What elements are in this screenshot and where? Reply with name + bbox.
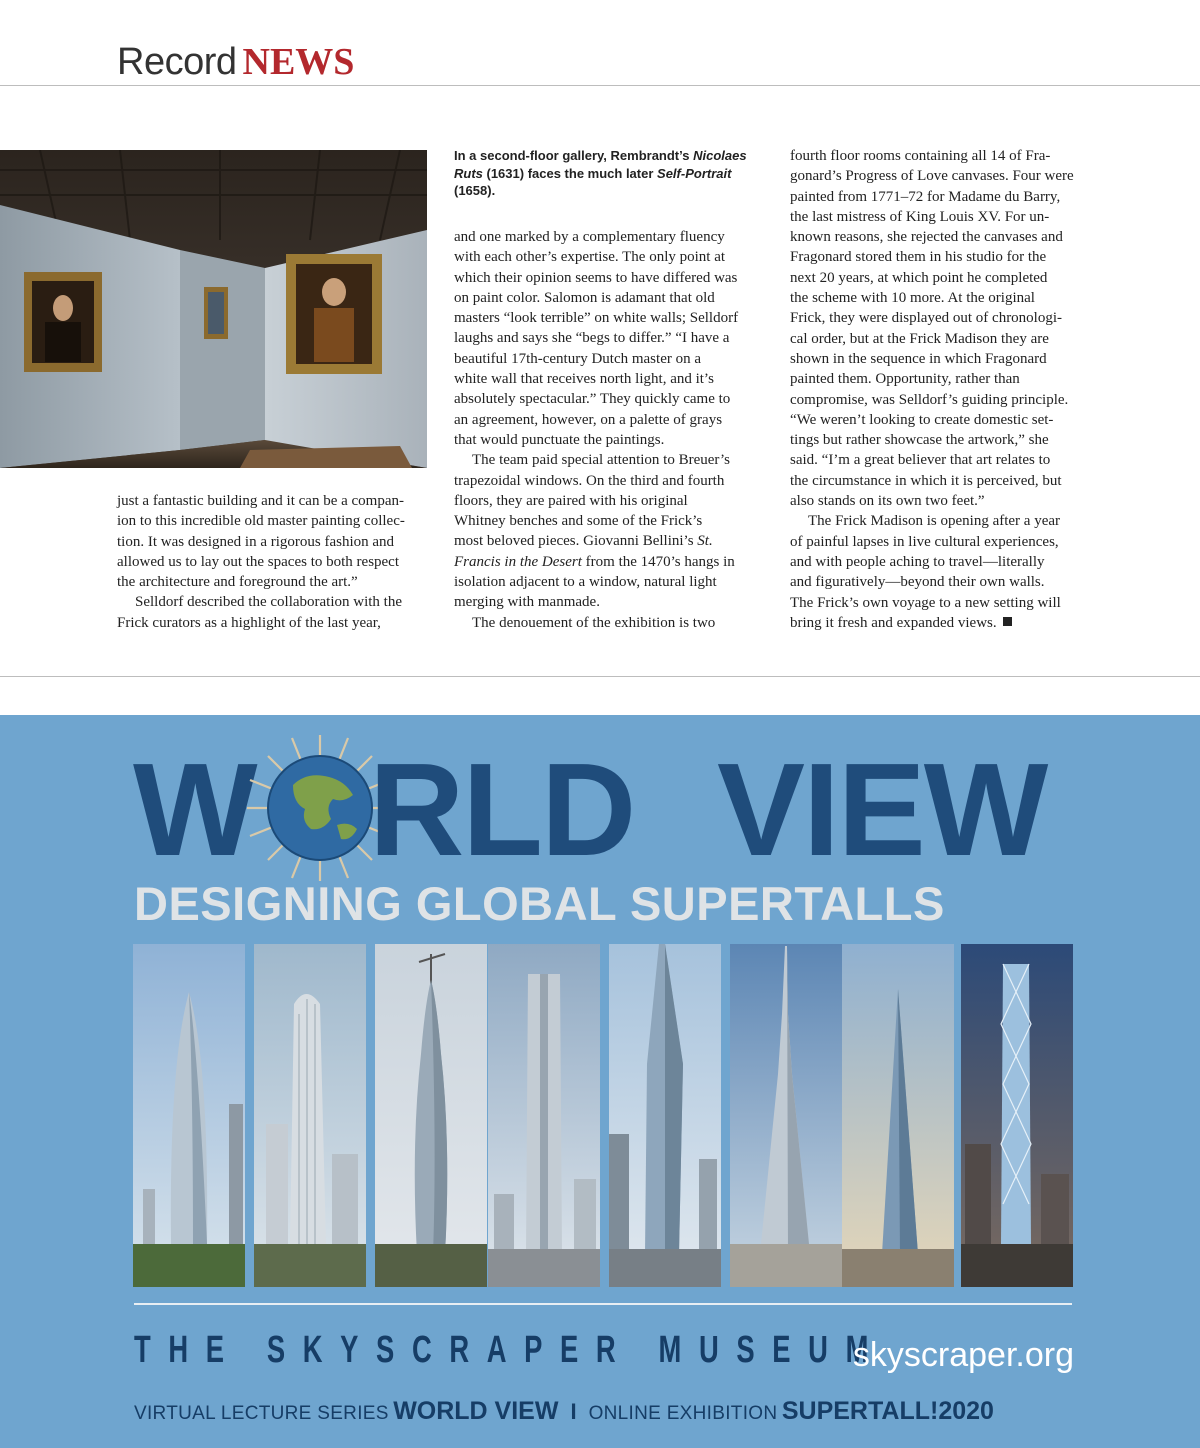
text-line: next 20 years, at which point he completed	[790, 269, 1048, 286]
ad-event-line	[134, 1395, 994, 1431]
text-line: masters “look terrible” on white walls; Selldorf	[454, 310, 739, 327]
caption-prefix: In a second-floor gallery, Rembrandt’s	[454, 148, 694, 163]
artwork-title: Francis in the Desert	[454, 553, 582, 570]
artwork-title: St.	[697, 533, 713, 550]
tower-photo	[375, 944, 487, 1287]
text-line: an agreement, however, on a palette of grays	[454, 411, 723, 428]
caption-middle: (1631) faces the much later	[482, 165, 658, 181]
text-line: compromise, was Selldorf’s guiding principle.	[790, 391, 1069, 408]
article-column-3	[790, 146, 1108, 633]
text-line: which their opinion seems to have differed was	[454, 269, 738, 286]
ad-title-w: W	[133, 736, 256, 883]
ad-title-rld: RLD	[369, 736, 635, 883]
article-column-2	[454, 227, 772, 633]
text-line: Frick, they were displayed out of chronologi-	[790, 310, 1063, 327]
text-line: “We weren’t looking to create domestic set-	[790, 411, 1054, 428]
text-line: painted from 1771–72 for Madame du Barry,	[790, 188, 1061, 205]
text-line: Frick curators as a highlight of the last year,	[117, 614, 381, 631]
text-line: tings but rather showcase the artwork,” she	[790, 432, 1049, 449]
gallery-photo-illustration	[0, 150, 427, 468]
text-line: Whitney benches and some of the Frick’s	[454, 513, 703, 530]
tower-photo	[730, 944, 842, 1287]
text-line: The Frick Madison is opening after a year	[808, 513, 1061, 530]
section-divider	[0, 676, 1200, 677]
text-line: cal order, but at the Frick Madison they are	[790, 330, 1049, 347]
text-line: of painful lapses in live cultural experiences,	[790, 533, 1059, 550]
text-line	[454, 552, 772, 572]
museum-name: THE SKYSCRAPER MUSEUM	[134, 1329, 887, 1371]
text-line-rest: from the 1470’s hangs in	[581, 553, 735, 570]
skyscraper-museum-ad[interactable]	[0, 715, 1200, 1448]
ad-title-view: VIEW	[717, 736, 1047, 883]
lecture-series-label: VIRTUAL LECTURE SERIES	[134, 1403, 389, 1424]
text-line: The team paid special attention to Breuer’s	[472, 452, 730, 469]
section-label: Record	[117, 41, 237, 83]
text-line: gonard’s Progress of Love canvases. Four were	[790, 168, 1074, 185]
page-header	[0, 0, 1200, 86]
ad-rule	[134, 1303, 1072, 1305]
text-line: trapezoidal windows. On the third and fourth	[454, 472, 725, 489]
text-line: merging with manmade.	[454, 594, 600, 611]
text-line	[454, 531, 772, 551]
tower-photo	[254, 944, 366, 1287]
text-line: also stands on its own two feet.”	[790, 493, 985, 510]
text-line: The denouement of the exhibition is two	[472, 614, 716, 631]
tower-photo	[488, 944, 600, 1287]
section-highlight: NEWS	[242, 41, 355, 83]
exhibition-label: ONLINE EXHIBITION	[588, 1403, 778, 1424]
caption-suffix: (1658).	[454, 183, 496, 198]
text-line-start: most beloved pieces. Giovanni Bellini’s	[454, 533, 698, 550]
exhibition-name: SUPERTALL!2020	[781, 1397, 994, 1425]
tower-photo	[842, 944, 954, 1287]
text-line: on paint color. Salomon is adamant that old	[454, 289, 715, 306]
lecture-series-name: WORLD VIEW	[393, 1397, 559, 1425]
tower-photo	[133, 944, 245, 1287]
text-line: painted them. Opportunity, rather than	[790, 371, 1020, 388]
text-line: and one marked by a complementary fluency	[454, 229, 725, 245]
text-line: the last mistress of King Louis XV. For un-	[790, 208, 1050, 225]
text-line: ion to this incredible old master painting collec-	[117, 513, 405, 530]
text-line: the architecture and foreground the art.”	[117, 574, 358, 591]
ad-subtitle: DESIGNING GLOBAL SUPERTALLS	[134, 877, 945, 930]
text-line: known reasons, she rejected the canvases and	[790, 229, 1063, 246]
text-line: shown in the sequence in which Fragonard	[790, 350, 1047, 367]
text-line: isolation adjacent to a window, natural light	[454, 574, 717, 591]
text-line: the scheme with 10 more. At the original	[790, 290, 1035, 307]
separator-bar: I	[570, 1399, 577, 1424]
text-line-final: bring it fresh and expanded views.	[790, 614, 997, 631]
tower-photo	[609, 944, 721, 1287]
photo-caption	[454, 147, 772, 200]
article-column-1	[117, 491, 435, 633]
tower-photo	[961, 944, 1073, 1287]
text-line: and figuratively—beyond their own walls.	[790, 574, 1045, 591]
text-line: The Frick’s own voyage to a new setting will	[790, 594, 1061, 611]
text-line: said. “I’m a great believer that art relates to	[790, 452, 1051, 469]
text-line	[790, 613, 1108, 633]
text-line: with each other’s expertise. The only point at	[454, 249, 726, 266]
text-line: absolutely spectacular.” They quickly came to	[454, 391, 731, 408]
text-line: Selldorf described the collaboration with the	[135, 594, 403, 611]
text-line: Fragonard stored them in his studio for the	[790, 249, 1047, 266]
museum-website-link[interactable]: skyscraper.org	[852, 1336, 1074, 1374]
text-line: laughs and says she “begs to differ.” “I have a	[454, 330, 730, 347]
text-line: allowed us to lay out the spaces to both respect	[117, 553, 400, 570]
text-line: and with people aching to travel—literally	[790, 553, 1045, 570]
text-line: white wall that receives north light, and it’s	[454, 371, 714, 388]
supertall-tower-strip	[133, 944, 1073, 1287]
ad-title	[133, 736, 1073, 883]
text-line: floors, they are paired with his original	[454, 492, 688, 509]
text-line: tion. It was designed in a rigorous fashion and	[117, 533, 395, 550]
text-line: the circumstance in which it is perceived, but	[790, 472, 1062, 489]
caption-work-title-2: Self-Portrait	[657, 165, 732, 181]
section-title	[117, 40, 354, 84]
text-line: just a fantastic building and it can be a compan-	[117, 493, 404, 509]
text-line: fourth floor rooms containing all 14 of Fra-	[790, 148, 1051, 164]
caption-work-title-1: Nicolaes Ruts	[454, 148, 747, 181]
gallery-photo	[0, 150, 427, 468]
text-line: that would punctuate the paintings.	[454, 431, 665, 448]
text-line: beautiful 17th-century Dutch master on a	[454, 350, 702, 367]
end-of-article-icon	[1003, 617, 1012, 626]
